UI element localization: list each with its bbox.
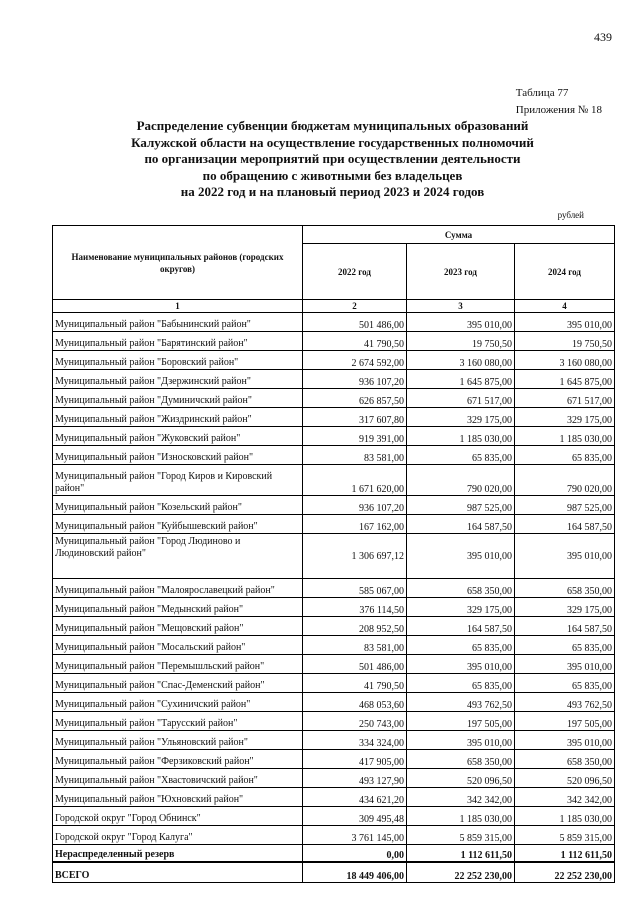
row-name: Муниципальный район "Думиничский район" [53,389,303,408]
value-2022: 936 107,20 [303,496,407,515]
table-row [53,579,615,598]
total-name: ВСЕГО [53,862,303,883]
value-2022: 1 671 620,00 [303,465,407,496]
value-2024: 790 020,00 [515,465,615,496]
table-row [53,446,615,465]
table-row [53,408,615,427]
row-name: Городской округ "Город Калуга" [53,826,303,845]
table-row [53,769,615,788]
value-2023: 395 010,00 [407,534,515,579]
value-2023: 671 517,00 [407,389,515,408]
value-2024: 1 645 875,00 [515,370,615,389]
value-2023: 790 020,00 [407,465,515,496]
subvention-table [52,225,615,883]
row-name: Муниципальный район "Спас-Деменский район" [53,674,303,693]
value-2024: 329 175,00 [515,598,615,617]
table-row [53,534,615,579]
table-row [53,731,615,750]
value-2024: 3 160 080,00 [515,351,615,370]
value-2022: 334 324,00 [303,731,407,750]
row-name: Муниципальный район "Медынский район" [53,598,303,617]
value-2024: 342 342,00 [515,788,615,807]
title-line: по организации мероприятий при осуществлении деятельности [144,151,521,166]
header-sum: Сумма [303,226,615,244]
value-2023: 65 835,00 [407,446,515,465]
total-2022: 18 449 406,00 [303,862,407,883]
row-name: Муниципальный район "Сухиничский район" [53,693,303,712]
value-2024: 1 185 030,00 [515,427,615,446]
reserve-2022: 0,00 [303,845,407,863]
value-2022: 585 067,00 [303,579,407,598]
row-name: Муниципальный район "Барятинский район" [53,332,303,351]
document-title [40,118,625,201]
reserve-2024: 1 112 611,50 [515,845,615,863]
value-2022: 317 607,80 [303,408,407,427]
value-2024: 197 505,00 [515,712,615,731]
value-2024: 329 175,00 [515,408,615,427]
value-2022: 208 952,50 [303,617,407,636]
row-name: Муниципальный район "Куйбышевский район" [53,515,303,534]
value-2022: 83 581,00 [303,636,407,655]
row-name: Муниципальный район "Тарусский район" [53,712,303,731]
header-year-2024: 2024 год [515,244,615,300]
value-2022: 626 857,50 [303,389,407,408]
value-2023: 493 762,50 [407,693,515,712]
value-2024: 19 750,50 [515,332,615,351]
appendix-label: Приложения № 18 [515,104,602,116]
value-2023: 164 587,50 [407,515,515,534]
value-2023: 1 645 875,00 [407,370,515,389]
value-2023: 65 835,00 [407,636,515,655]
value-2022: 1 306 697,12 [303,534,407,579]
value-2022: 434 621,20 [303,788,407,807]
value-2023: 395 010,00 [407,313,515,332]
value-2022: 468 053,60 [303,693,407,712]
table-row [53,427,615,446]
column-number: 1 [53,300,303,313]
table-row [53,598,615,617]
table-row [53,655,615,674]
table-row [53,496,615,515]
value-2023: 1 185 030,00 [407,807,515,826]
table-row [53,636,615,655]
table-row [53,465,615,496]
row-name: Муниципальный район "Хвастовичский район" [53,769,303,788]
table-row [53,674,615,693]
value-2023: 5 859 315,00 [407,826,515,845]
row-name: Муниципальный район "Боровский район" [53,351,303,370]
total-2023: 22 252 230,00 [407,862,515,883]
total-2024: 22 252 230,00 [515,862,615,883]
title-line: Распределение субвенции бюджетам муниципальных образований [136,118,529,133]
value-2022: 919 391,00 [303,427,407,446]
row-name: Муниципальный район "Ульяновский район" [53,731,303,750]
header-name-column: Наименование муниципальных районов (городских округов) [53,226,303,300]
value-2024: 5 859 315,00 [515,826,615,845]
table-row [53,788,615,807]
title-line: на 2022 год и на плановый период 2023 и 2024 годов [180,184,485,199]
row-name: Муниципальный район "Жуковский район" [53,427,303,446]
value-2024: 395 010,00 [515,534,615,579]
value-2023: 342 342,00 [407,788,515,807]
value-2022: 41 790,50 [303,674,407,693]
total-row [53,862,615,883]
value-2022: 41 790,50 [303,332,407,351]
value-2023: 395 010,00 [407,731,515,750]
row-name: Муниципальный район "Юхновский район" [53,788,303,807]
title-line: Калужской области на осуществление государственных полномочий [131,134,534,150]
row-name: Муниципальный район "Бабынинский район" [53,313,303,332]
row-name: Муниципальный район "Город Людиново и Людиновский район" [53,534,303,579]
value-2024: 658 350,00 [515,750,615,769]
table-reference [516,85,602,119]
reserve-row [53,845,615,863]
table-row [53,807,615,826]
table-label: Таблица 77 [515,87,569,99]
value-2024: 493 762,50 [515,693,615,712]
page-number: 439 [594,30,612,44]
row-name: Муниципальный район "Город Киров и Кировский район" [53,465,303,496]
value-2024: 164 587,50 [515,515,615,534]
column-number: 3 [407,300,515,313]
row-name: Муниципальный район "Козельский район" [53,496,303,515]
value-2024: 1 185 030,00 [515,807,615,826]
row-name: Муниципальный район "Мещовский район" [53,617,303,636]
table-row [53,750,615,769]
value-2023: 658 350,00 [407,579,515,598]
value-2022: 376 114,50 [303,598,407,617]
row-name: Муниципальный район "Жиздринский район" [53,408,303,427]
value-2023: 520 096,50 [407,769,515,788]
value-2024: 671 517,00 [515,389,615,408]
value-2024: 520 096,50 [515,769,615,788]
table-row [53,712,615,731]
units-label: рублей [557,210,584,220]
table-row [53,617,615,636]
row-name: Городской округ "Город Обнинск" [53,807,303,826]
row-name: Муниципальный район "Малоярославецкий район" [53,579,303,598]
value-2022: 501 486,00 [303,655,407,674]
value-2023: 329 175,00 [407,408,515,427]
value-2024: 395 010,00 [515,313,615,332]
table-row [53,826,615,845]
value-2022: 2 674 592,00 [303,351,407,370]
value-2022: 250 743,00 [303,712,407,731]
value-2023: 164 587,50 [407,617,515,636]
value-2024: 65 835,00 [515,446,615,465]
column-number: 4 [515,300,615,313]
value-2023: 1 185 030,00 [407,427,515,446]
table-row [53,515,615,534]
row-name: Муниципальный район "Дзержинский район" [53,370,303,389]
value-2024: 987 525,00 [515,496,615,515]
table-row [53,313,615,332]
reserve-name: Нераспределенный резерв [53,845,303,863]
table-row [53,332,615,351]
value-2023: 65 835,00 [407,674,515,693]
column-number: 2 [303,300,407,313]
value-2024: 658 350,00 [515,579,615,598]
value-2022: 167 162,00 [303,515,407,534]
value-2022: 3 761 145,00 [303,826,407,845]
title-line: по обращению с животными без владельцев [202,167,463,183]
value-2024: 65 835,00 [515,636,615,655]
row-name: Муниципальный район "Износковский район" [53,446,303,465]
row-name: Муниципальный район "Ферзиковский район" [53,750,303,769]
value-2023: 197 505,00 [407,712,515,731]
value-2024: 164 587,50 [515,617,615,636]
value-2023: 3 160 080,00 [407,351,515,370]
header-year-2023: 2023 год [407,244,515,300]
value-2023: 395 010,00 [407,655,515,674]
value-2023: 329 175,00 [407,598,515,617]
header-year-2022: 2022 год [303,244,407,300]
value-2022: 493 127,90 [303,769,407,788]
value-2024: 395 010,00 [515,655,615,674]
row-name: Муниципальный район "Мосальский район" [53,636,303,655]
table-row [53,370,615,389]
reserve-2023: 1 112 611,50 [407,845,515,863]
value-2022: 501 486,00 [303,313,407,332]
row-name: Муниципальный район "Перемышльский район" [53,655,303,674]
value-2022: 936 107,20 [303,370,407,389]
value-2022: 309 495,48 [303,807,407,826]
table-row [53,351,615,370]
table-row [53,693,615,712]
value-2023: 658 350,00 [407,750,515,769]
value-2024: 395 010,00 [515,731,615,750]
value-2023: 987 525,00 [407,496,515,515]
table-row [53,389,615,408]
value-2022: 83 581,00 [303,446,407,465]
value-2024: 65 835,00 [515,674,615,693]
value-2023: 19 750,50 [407,332,515,351]
value-2022: 417 905,00 [303,750,407,769]
